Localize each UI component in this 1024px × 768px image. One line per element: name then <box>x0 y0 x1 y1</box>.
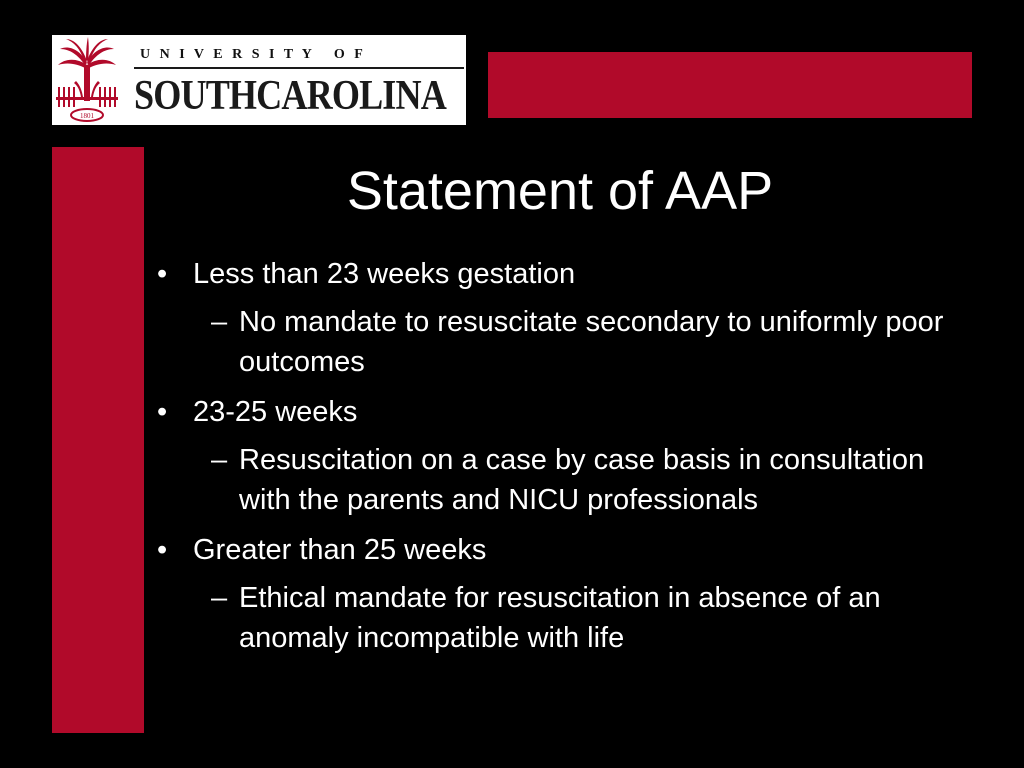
logo-divider <box>134 67 464 69</box>
bullet-list <box>155 254 975 668</box>
side-accent-bar <box>52 147 144 733</box>
logo-university-of-text: U N I V E R S I T Y O F <box>140 47 366 62</box>
sub-bullet-text: No mandate to resuscitate secondary to uniformly poor outcomes <box>239 306 944 378</box>
bullet-marker: • <box>157 258 168 290</box>
bullet-marker: • <box>157 534 168 566</box>
emblem-year: 1801 <box>80 112 94 120</box>
bullet-text: 23-25 weeks <box>193 396 358 428</box>
dash-marker: – <box>211 582 228 614</box>
sub-bullet-item <box>155 302 975 382</box>
bullet-item <box>155 392 975 432</box>
palmetto-emblem-icon <box>52 35 122 125</box>
bullet-item <box>155 254 975 294</box>
logo-south-carolina-text: SOUTHCAROLINA <box>134 73 446 119</box>
sub-bullet-item <box>155 440 975 520</box>
dash-marker: – <box>211 306 228 338</box>
bullet-item <box>155 530 975 570</box>
university-logo <box>52 35 466 125</box>
header-accent-bar <box>488 52 972 118</box>
sub-bullet-item <box>155 578 975 658</box>
bullet-marker: • <box>157 396 168 428</box>
bullet-text: Less than 23 weeks gestation <box>193 258 576 290</box>
dash-marker: – <box>211 444 228 476</box>
sub-bullet-text: Resuscitation on a case by case basis in consultation with the parents and NICU professionals <box>239 444 925 516</box>
sub-bullet-text: Ethical mandate for resuscitation in absence of an anomaly incompatible with life <box>239 582 881 654</box>
bullet-text: Greater than 25 weeks <box>193 534 487 566</box>
slide-title: Statement of AAP <box>346 161 774 221</box>
